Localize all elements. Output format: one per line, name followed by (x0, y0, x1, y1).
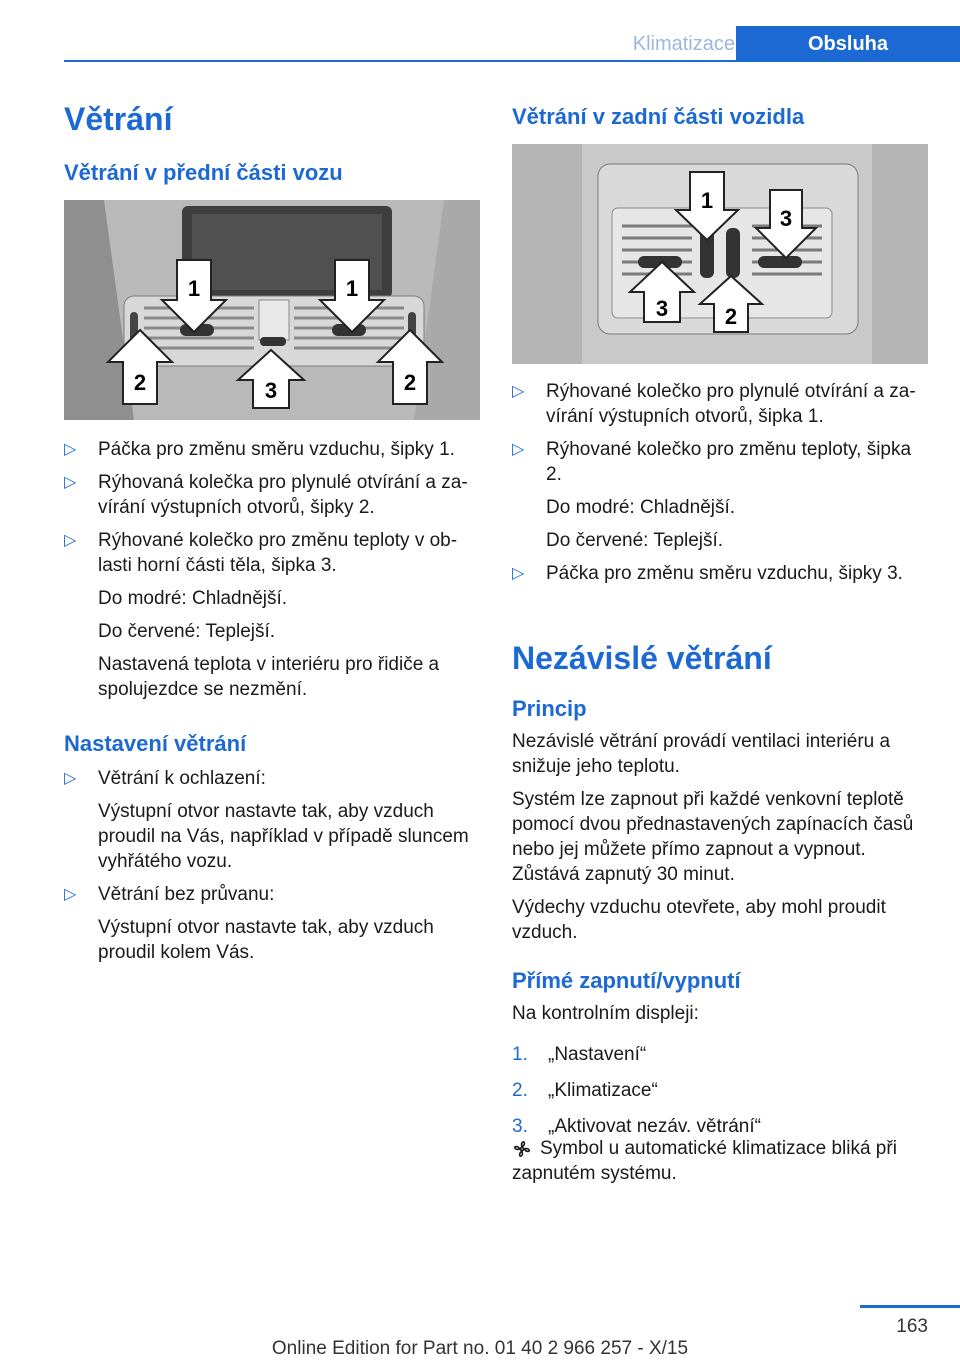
list-item: ▷ Větrání bez průvanu: Výstupní otvor nastavte tak, aby vzduch proudil kolem Vás. (64, 884, 434, 963)
list-item: 1. „Nastavení“ (512, 1044, 647, 1065)
list-item: 3. „Aktivovat nezáv. větrání“ (512, 1116, 761, 1137)
front-fig-label: 3 (264, 378, 278, 403)
list-item: ▷ Páčka pro změnu směru vzduchu, šipky 1. (64, 439, 455, 460)
fan-icon (512, 1139, 532, 1159)
rear-fig-label: 1 (700, 188, 714, 213)
list-item: ▷ Páčka pro změnu směru vzduchu, šipky 3. (512, 563, 903, 584)
front-fig-label: 2 (403, 370, 417, 395)
triangle-bullet-icon: ▷ (64, 441, 77, 458)
list-item: ▷ Rýhované kolečko pro změnu teploty, šipka 2. Do modré: Chladnější. Do červené: Teplejší. (512, 439, 912, 551)
paragraph: Výdechy vzduchu otevřete, aby mohl proudit vzduch. (512, 897, 886, 943)
triangle-bullet-icon: ▷ (512, 441, 525, 458)
list-item: ▷ Větrání k ochlazení: Výstupní otvor nastavte tak, aby vzduch proudil na Vás, například v případě sluncem vyhřátého vozu. (64, 768, 469, 872)
triangle-bullet-icon: ▷ (64, 886, 77, 903)
rear-fig-label: 3 (779, 206, 793, 231)
rear-vent-heading: Větrání v zadní části vozidla (512, 104, 805, 129)
front-fig-label: 2 (133, 370, 147, 395)
adjust-vent-heading: Nastavení větrání (64, 731, 247, 756)
header-chapter-tab: Obsluha (736, 26, 960, 62)
front-vent-figure (64, 200, 480, 420)
edition-footer: Online Edition for Part no. 01 40 2 966 257 - X/15 (271, 1338, 689, 1359)
direct-switch-heading: Přímé zapnutí/vypnutí (512, 968, 741, 993)
front-fig-label: 1 (345, 276, 359, 301)
list-item: ▷ Rýhovaná kolečka pro plynulé otvírání a za‐vírání výstupních otvorů, šipky 2. (64, 472, 468, 518)
list-item: 2. „Klimatizace“ (512, 1080, 658, 1101)
front-fig-label: 1 (187, 276, 201, 301)
triangle-bullet-icon: ▷ (64, 770, 77, 787)
steps-list (512, 1042, 928, 1150)
triangle-bullet-icon: ▷ (512, 565, 525, 582)
triangle-bullet-icon: ▷ (512, 383, 525, 400)
rear-vent-figure (512, 144, 928, 364)
front-vent-list (64, 437, 480, 710)
adjust-vent-list (64, 766, 480, 973)
front-vent-heading: Větrání v přední části vozu (64, 160, 343, 185)
paragraph: Nezávislé větrání provádí ventilaci interiéru a snižuje jeho teplotu. (512, 731, 891, 777)
page-number-rule (860, 1305, 960, 1308)
list-item: ▷ Rýhované kolečko pro změnu teploty v ob‐lasti horní části těla, šipka 3. Do modré: Chladnější. Do červené: Teplejší. Nastavená teplota v interiéru pro řidiče a spolujezdce se nezmění. (64, 530, 458, 700)
paragraph: Systém lze zapnout při každé venkovní teplotě pomocí dvou přednastavených zapínacích časů nebo jej můžete přímo zapnout a vypnout. Zůstává zapnutý 30 minut. (512, 789, 914, 885)
triangle-bullet-icon: ▷ (64, 474, 77, 491)
header-rule (64, 60, 960, 62)
principle-text (512, 729, 928, 945)
page-number: 163 (896, 1316, 928, 1337)
direct-intro: Na kontrolním displeji: (512, 1003, 699, 1024)
list-item: ▷ Rýhované kolečko pro plynulé otvírání a za‐vírání výstupních otvorů, šipka 1. (512, 381, 916, 427)
rear-vent-list (512, 379, 928, 594)
header-section: Klimatizace (632, 33, 735, 55)
symbol-note: Symbol u automatické klimatizace bliká při zapnutém systému. (512, 1138, 897, 1184)
triangle-bullet-icon: ▷ (64, 532, 77, 549)
page-title: Větrání (64, 101, 173, 137)
rear-fig-label: 2 (724, 304, 738, 329)
independent-vent-title: Nezávislé větrání (512, 640, 772, 676)
principle-heading: Princip (512, 696, 587, 721)
rear-fig-label: 3 (655, 296, 669, 321)
